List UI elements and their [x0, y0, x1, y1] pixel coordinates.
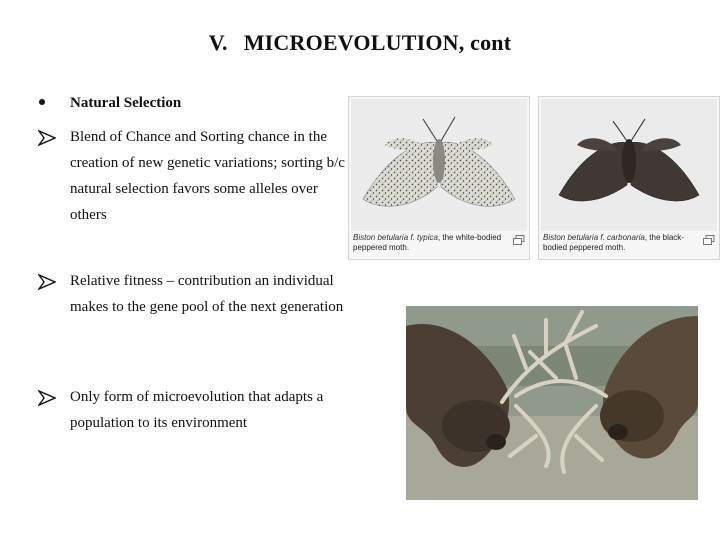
expand-icon[interactable]	[703, 235, 715, 245]
bullet-text: Natural Selection	[70, 95, 182, 111]
elk-fighting-photo	[406, 306, 698, 500]
arrow-bullet-icon	[38, 124, 62, 155]
caption-species: Biston betularia f. carbonaria	[543, 233, 645, 242]
caption-species: Biston betularia f. typica	[353, 233, 438, 242]
caption-rest: , the white-bodied peppered moth.	[353, 233, 502, 252]
title-text: MICROEVOLUTION, cont	[243, 30, 512, 55]
bullet-text: Relative fitness – contribution an individual makes to the gene pool of the next generation	[70, 273, 344, 315]
arrow-bullet-icon	[38, 384, 62, 415]
moth-light-photo	[351, 99, 527, 231]
bullet-relative-fitness	[38, 268, 348, 320]
moth-light-figure	[348, 96, 530, 260]
bullet-text: Blend of Chance and Sorting chance in the creation of new genetic variations; sorting b/c natural selection favors some alleles over others	[70, 129, 345, 223]
bullet-dot-icon	[38, 90, 62, 125]
moth-dark-caption	[543, 233, 697, 253]
bullet-text: Only form of microevolution that adapts a population to its environment	[70, 389, 324, 431]
slide-title	[0, 30, 720, 56]
moth-dark-photo	[541, 99, 717, 231]
bullet-only-form	[38, 384, 348, 436]
arrow-bullet-icon	[38, 268, 62, 299]
caption-rest: , the black-bodied peppered moth.	[543, 233, 684, 252]
expand-icon[interactable]	[513, 235, 525, 245]
bullet-blend-of-chance	[38, 124, 348, 228]
title-number: V.	[208, 30, 228, 55]
moth-light-caption	[353, 233, 507, 253]
bullet-natural-selection	[38, 90, 348, 116]
moth-dark-figure	[538, 96, 720, 260]
